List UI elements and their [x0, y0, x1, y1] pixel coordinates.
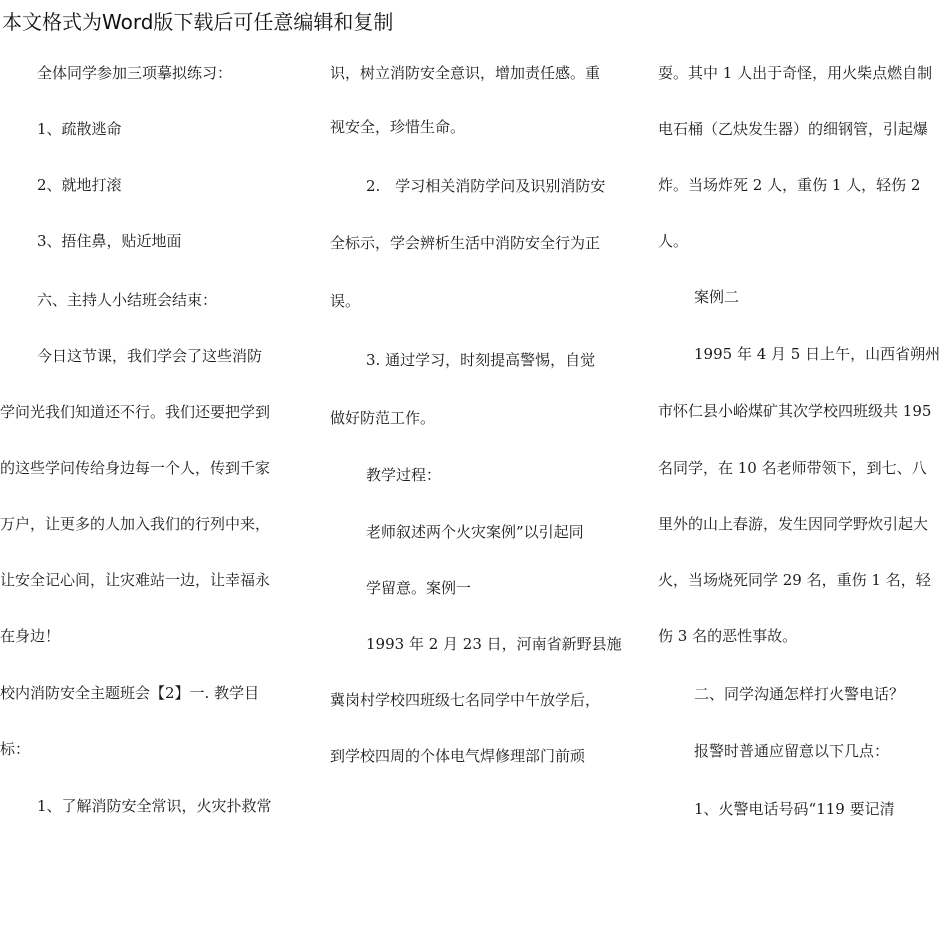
text-line: 视安全，珍惜生命。 — [330, 118, 466, 136]
text-line: 教学过程： — [366, 466, 442, 484]
text-line: 报警时普通应留意以下几点： — [694, 742, 890, 760]
text-line: 的这些学问传给身边每一个人，传到千家 — [0, 459, 271, 477]
text-line: 3、捂住鼻，贴近地面 — [37, 232, 182, 250]
text-line: 市怀仁县小峪煤矿其次学校四班级共 195 — [658, 402, 932, 420]
text-line: 里外的山上春游，发生因同学野炊引起大 — [658, 515, 929, 533]
text-line: 火，当场烧死同学 29 名，重伤 1 名，轻 — [658, 571, 931, 589]
text-line: 1993 年 2 月 23 日，河南省新野县施 — [366, 635, 622, 653]
text-line: 今日这节课，我们学会了这些消防 — [37, 347, 263, 365]
text-line: 1995 年 4 月 5 日上午，山西省朔州 — [694, 345, 941, 363]
text-line: 伤 3 名的恶性事故。 — [658, 627, 798, 645]
text-line: 全标示，学会辨析生活中消防安全行为正 — [330, 234, 601, 252]
text-line: 识，树立消防安全意识，增加责任感。重 — [330, 64, 601, 82]
text-line: 冀岗村学校四班级七名同学中午放学后， — [330, 691, 601, 709]
text-line: 老师叙述两个火灾案例”以引起同 — [366, 523, 584, 541]
text-line: 到学校四周的个体电气焊修理部门前顽 — [330, 747, 586, 765]
text-line: 六、主持人小结班会结束： — [37, 291, 218, 309]
text-line: 名同学，在 10 名老师带领下，到七、八 — [658, 459, 927, 477]
text-line: 电石桶（乙炔发生器）的细钢管，引起爆 — [658, 120, 929, 138]
text-line: 案例二 — [694, 288, 740, 306]
text-line: 二、同学沟通怎样打火警电话？ — [694, 685, 905, 703]
text-line: 学留意。案例一 — [366, 579, 472, 597]
text-line: 2、就地打滚 — [37, 176, 122, 194]
text-line: 校内消防安全主题班会【2】一. 教学目 — [0, 684, 260, 702]
text-line: 炸。当场炸死 2 人，重伤 1 人，轻伤 2 — [658, 176, 921, 194]
document-header: 本文格式为Word版下载后可任意编辑和复制 — [2, 10, 394, 34]
text-line: 1、疏散逃命 — [37, 120, 122, 138]
text-line: 1、了解消防安全常识，火灾扑救常 — [37, 797, 272, 815]
text-line: 让安全记心间，让灾难站一边，让幸福永 — [0, 571, 271, 589]
text-line: 在身边！ — [0, 627, 61, 645]
text-line: 2. 学习相关消防学问及识别消防安 — [366, 177, 606, 195]
text-line: 标： — [0, 740, 31, 758]
text-line: 人。 — [658, 232, 689, 250]
text-line: 全体同学参加三项摹拟练习： — [37, 64, 233, 82]
text-line: 误。 — [330, 292, 361, 310]
text-line: 万户，让更多的人加入我们的行列中来， — [0, 515, 271, 533]
text-line: 做好防范工作。 — [330, 409, 436, 427]
text-line: 3. 通过学习，时刻提高警惕，自觉 — [366, 351, 596, 369]
text-line: 学问光我们知道还不行。我们还要把学到 — [0, 403, 271, 421]
text-line: 1、火警电话号码“119 要记清 — [694, 800, 895, 818]
text-line: 耍。其中 1 人出于奇怪，用火柴点燃自制 — [658, 64, 933, 82]
